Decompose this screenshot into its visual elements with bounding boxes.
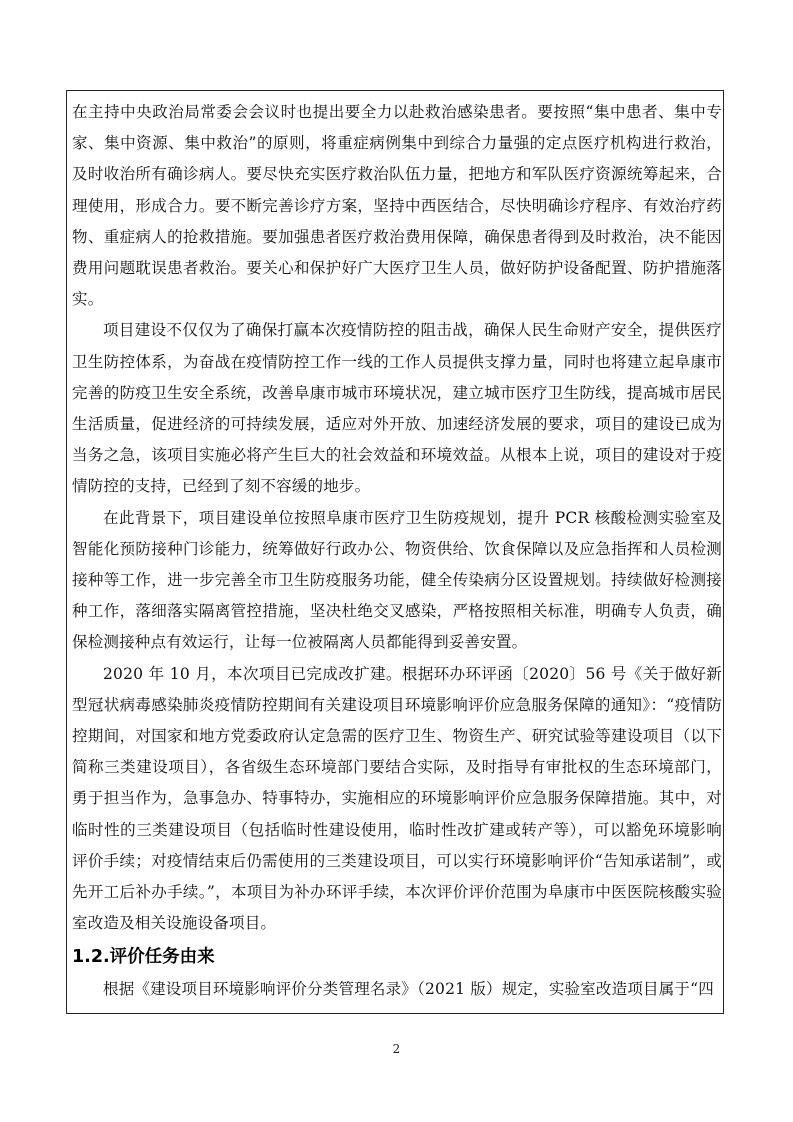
- paragraph-project-significance: 项目建设不仅仅为了确保打赢本次疫情防控的阻击战，确保人民生命财产安全，提供医疗卫生防控体系，为奋战在疫情防控工作一线的工作人员提供支撑力量，同时也将建立起阜康市完善的防疫卫生安全系统，改善阜康市城市环境状况，建立城市医疗卫生防线，提高城市居民生活质量，促进经济的可持续发展，适应对外开放、加速经济发展的要求，项目的建设已成为当务之急，该项目实施必将产生巨大的社会效益和环境效益。从根本上说，项目的建设对于疫情防控的支持，已经到了刻不容缓的地步。: [72, 321, 722, 496]
- paragraph-background: 在此背景下，项目建设单位按照阜康市医疗卫生防疫规划，提升 PCR 核酸检测实验室及智能化预防接种门诊能力，统筹做好行政办公、物资供给、饮食保障以及应急指挥和人员检测接种等工作，进一步完善全市卫生防疫服务功能，健全传染病分区设置规划。持续做好检测接种工作，落细落实隔离管控措施，坚决杜绝交叉感染，严格按照相关标准，明确专人负责，确保检测接种点有效运行，让每一位被隔离人员都能得到妥善安置。: [72, 508, 722, 652]
- paragraph-continued: 在主持中央政治局常委会会议时也提出要全力以赴救治感染患者。要按照“集中患者、集中专家、集中资源、集中救治”的原则，将重症病例集中到综合力量强的定点医疗机构进行救治，及时收治所有确诊病人。要尽快充实医疗救治队伍力量，把地方和军队医疗资源统筹起来，合理使用，形成合力。要不断完善诊疗方案，坚持中西医结合，尽快明确诊疗程序、有效治疗药物、重症病人的抢救措施。要加强患者医疗救治费用保障，确保患者得到及时救治，决不能因费用问题耽误患者救治。要关心和保护好广大医疗卫生人员，做好防护设备配置、防护措施落实。: [72, 103, 722, 309]
- section-heading: 1.2.评价任务由来: [72, 947, 215, 968]
- paragraph-policy: 2020 年 10 月，本次项目已完成改扩建。根据环办环评函〔2020〕56 号《关于做好新型冠状病毒感染肺炎疫情防控期间有关建设项目环境影响评价应急服务保障的通知》：“疫情防控期间，对国家和地方党委政府认定急需的医疗卫生、物资生产、研究试验等建设项目（以下简称三类建设项目），各省级生态环境部门要结合实际，及时指导有审批权的生态环境部门，勇于担当作为，急事急办、特事特办，实施相应的环境影响评价应急服务保障措施。其中，对临时性的三类建设项目（包括临时性建设使用，临时性改扩建或转产等），可以豁免环境影响评价手续；对疫情结束后仍需使用的三类建设项目，可以实行环境影响评价“告知承诺制”，或先开工后补办手续。”，本项目为补办环评手续，本次评价评价范围为阜康市中医医院核酸实验室改造及相关设施设备项目。: [72, 664, 722, 933]
- page-number: 2: [392, 1042, 401, 1056]
- document-body: [72, 97, 722, 1006]
- paragraph-classification: 根据《建设项目环境影响评价分类管理名录》（2021 版）规定，实验室改造项目属于“四: [103, 980, 714, 999]
